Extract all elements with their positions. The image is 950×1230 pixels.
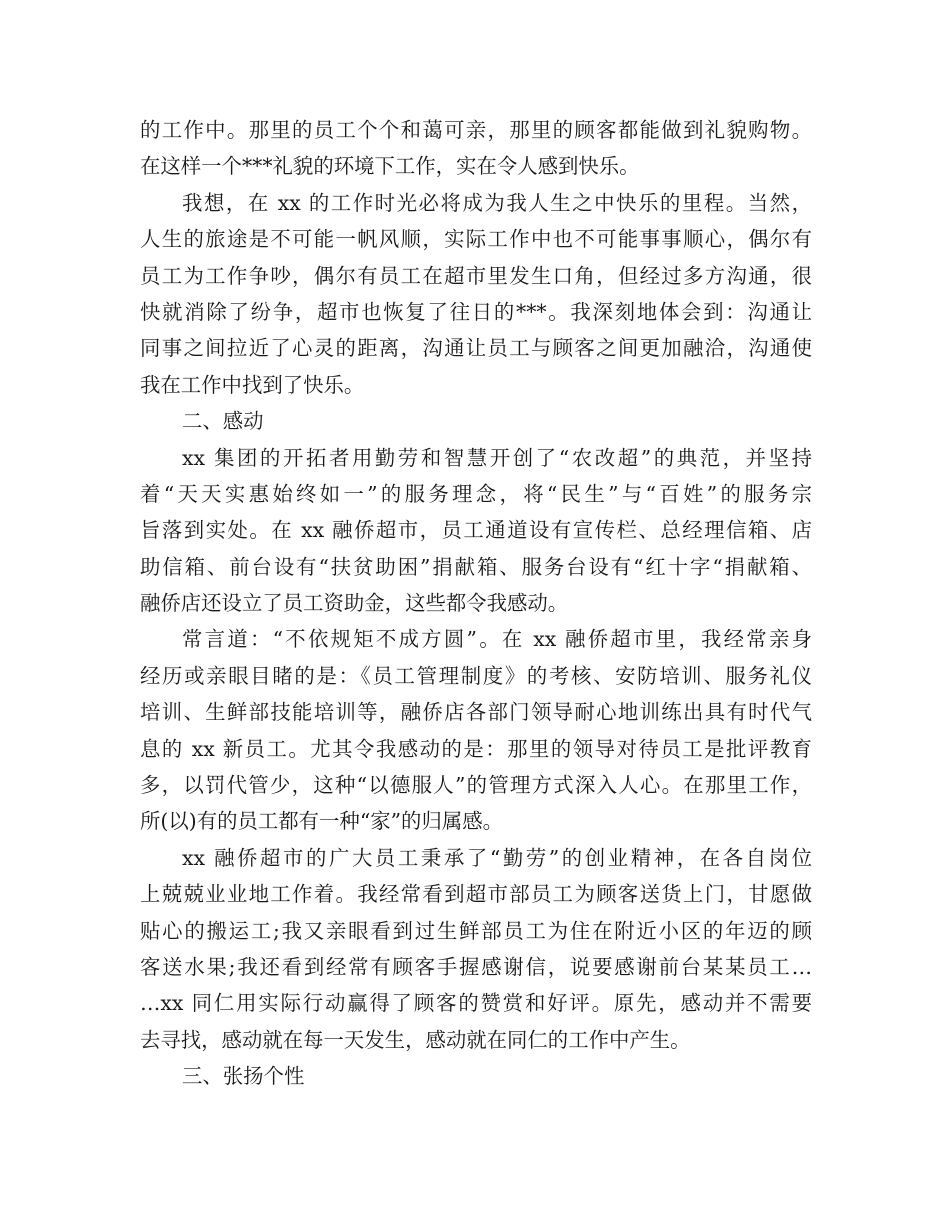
text-line: 快就消除了纷争，超市也恢复了往日的***。我深刻地体会到：沟通让 xyxy=(140,299,812,324)
text-line: 去寻找，感动就在每一天发生，感动就在同仁的工作中产生。 xyxy=(140,1027,691,1052)
text-line: 的工作中。那里的员工个个和蔼可亲，那里的顾客都能做到礼貌购物。 xyxy=(140,118,812,142)
text-line: 息的 xx 新员工。尤其令我感动的是：那里的领导对待员工是批评教育 xyxy=(140,736,812,761)
text-line: 培训、生鲜部技能培训等，融侨店各部门领导耐心地训练出具有时代气 xyxy=(140,700,812,725)
text-line: 着“天天实惠始终如一”的服务理念，将“民生”与“百姓”的服务宗 xyxy=(140,481,812,506)
text-line: 客送水果;我还看到经常有顾客手握感谢信，说要感谢前台某某员工… xyxy=(140,954,812,979)
text-line: 旨落到实处。在 xx 融侨超市，员工通道设有宣传栏、总经理信箱、店 xyxy=(140,518,812,543)
text-line: 上兢兢业业地工作着。我经常看到超市部员工为顾客送货上门，甘愿做 xyxy=(140,882,812,907)
text-line: 我在工作中找到了快乐。 xyxy=(140,372,365,397)
text-line: 所(以)有的员工都有一种“家”的归属感。 xyxy=(140,809,504,834)
text-line: 贴心的搬运工;我又亲眼看到过生鲜部员工为住在附近小区的年迈的顾 xyxy=(140,918,812,943)
paragraph xyxy=(140,185,812,403)
paragraph xyxy=(140,621,812,839)
text-line: 在这样一个***礼貌的环境下工作，实在令人感到快乐。 xyxy=(140,154,640,179)
text-line: xx 集团的开拓者用勤劳和智慧开创了“农改超”的典范，并坚持 xyxy=(182,445,812,470)
paragraph xyxy=(140,1058,812,1094)
text-line: 融侨店还设立了员工资助金，这些都令我感动。 xyxy=(140,591,569,616)
text-line: 我想，在 xx 的工作时光必将成为我人生之中快乐的里程。当然， xyxy=(182,190,812,215)
paragraph xyxy=(140,440,812,622)
text-line: …xx 同仁用实际行动赢得了顾客的赞赏和好评。原先，感动并不需要 xyxy=(140,991,812,1016)
paragraph xyxy=(140,112,812,185)
text-line: xx 融侨超市的广大员工秉承了“勤劳”的创业精神，在各自岗位 xyxy=(182,845,812,870)
text-line: 三、张扬个性 xyxy=(182,1064,305,1089)
text-line: 同事之间拉近了心灵的距离，沟通让员工与顾客之间更加融洽，沟通使 xyxy=(140,336,812,361)
paragraph xyxy=(140,403,812,439)
text-line: 员工为工作争吵，偶尔有员工在超市里发生口角，但经过多方沟通，很 xyxy=(140,263,812,288)
text-line: 人生的旅途是不可能一帆风顺，实际工作中也不可能事事顺心，偶尔有 xyxy=(140,227,812,252)
text-line: 常言道：“不依规矩不成方圆”。在 xx 融侨超市里，我经常亲身 xyxy=(182,627,812,652)
text-line: 经历或亲眼目睹的是：《员工管理制度》的考核、安防培训、服务礼仪 xyxy=(140,663,812,688)
document-body xyxy=(140,112,812,1095)
paragraph xyxy=(140,840,812,1058)
text-line: 助信箱、前台设有“扶贫助困”捐献箱、服务台设有“红十字“捐献箱、 xyxy=(140,554,812,579)
text-line: 多，以罚代管少，这种“以德服人”的管理方式深入人心。在那里工作， xyxy=(140,773,812,798)
text-line: 二、感动 xyxy=(182,409,264,434)
